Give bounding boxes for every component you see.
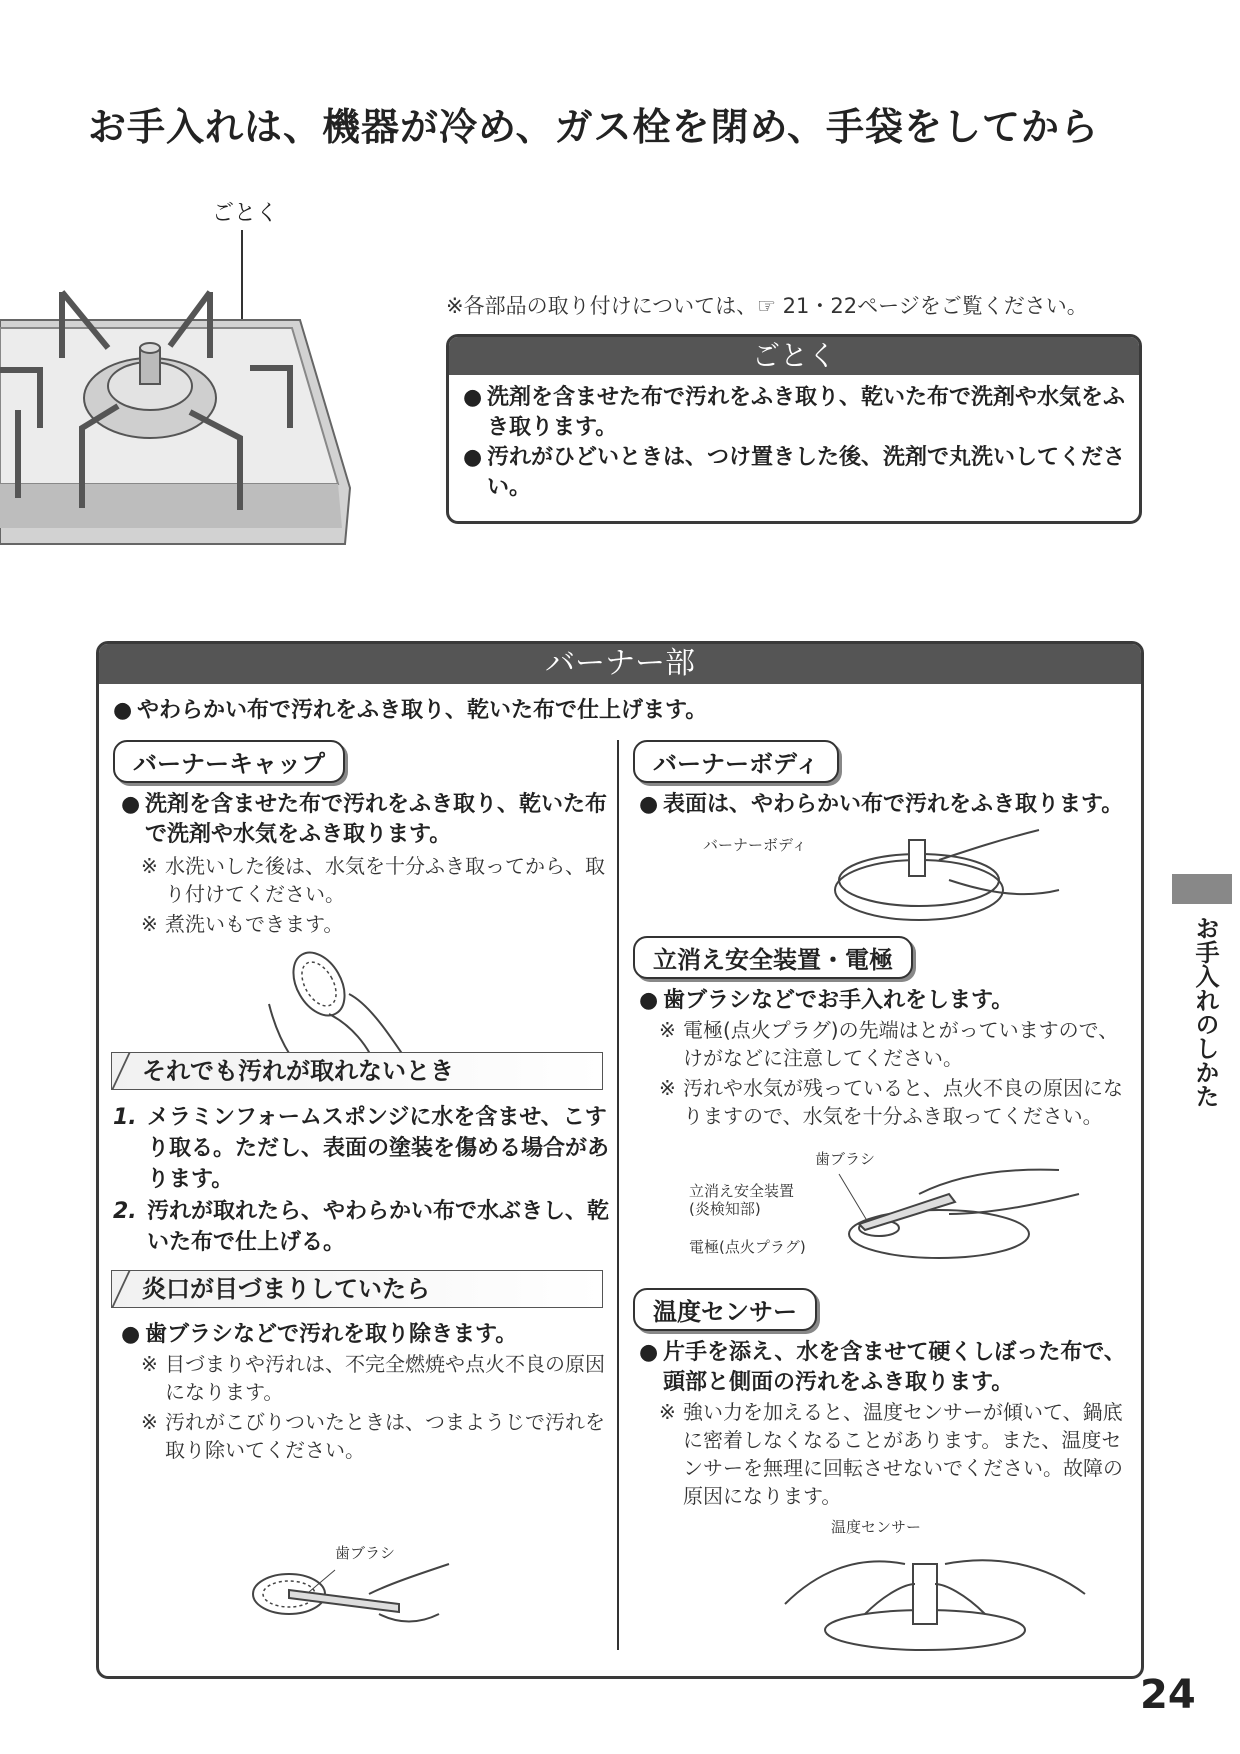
bullet-icon: ● <box>639 1340 659 1365</box>
safety-note: ※ 汚れや水気が残っていると、点火不良の原因になりますので、水気を十分ふき取ってください。 <box>659 1076 1123 1128</box>
burner-body-heading: バーナーボディ <box>633 740 839 783</box>
toothbrush-illustration <box>249 1544 469 1644</box>
toothbrush-label: 歯ブラシ <box>335 1544 396 1562</box>
gotoku-list <box>463 383 1125 503</box>
temp-sensor-illustration <box>775 1534 1095 1654</box>
safety-brush-label: 歯ブラシ <box>815 1150 876 1168</box>
bullet-icon: ● <box>121 1322 141 1347</box>
temp-sensor-bullet: ● 片手を添え、水を含ませて硬くしぼった布で、頭部と側面の汚れをふき取ります。 <box>639 1340 1126 1395</box>
burner-cap-note: ※ 煮洗いもできます。 <box>141 912 344 936</box>
bullet-icon: ● <box>639 792 659 817</box>
bullet-icon: ● <box>639 988 659 1013</box>
gotoku-box <box>446 334 1142 524</box>
safety-bullet: ● 歯ブラシなどでお手入れをします。 <box>639 986 1129 1016</box>
clogged-note: ※ 目づまりや汚れは、不完全燃焼や点火不良の原因になります。 <box>141 1352 605 1404</box>
burner-cap-bullet: ● 洗剤を含ませた布で汚れをふき取り、乾いた布で洗剤や水気をふき取ります。 <box>121 792 608 847</box>
list-item: ● 汚れがひどいときは、つけ置きした後、洗剤で丸洗いしてください。 <box>463 443 1125 503</box>
reference-note: ※各部品の取り付けについては、☞ 21・22ページをご覧ください。 <box>446 294 1088 318</box>
page-number: 24 <box>1140 1672 1196 1718</box>
temp-sensor-label: 温度センサー <box>831 1518 922 1536</box>
stove-grate-illustration <box>0 228 370 568</box>
stubborn-step: 2. 汚れが取れたら、やわらかい布で水ぶきし、乾いた布で仕上げる。 <box>113 1199 610 1255</box>
burner-cap-heading: バーナーキャップ <box>113 740 345 783</box>
clogged-bullet: ● 歯ブラシなどで汚れを取り除きます。 <box>121 1320 607 1350</box>
burner-box <box>96 641 1144 1679</box>
stubborn-step: 1. メラミンフォームスポンジに水を含ませ、こすり取る。ただし、表面の塗装を傷める場合があります。 <box>113 1105 610 1192</box>
section-label: お手入れのしかた <box>1191 916 1220 1108</box>
safety-device-sublabel: (炎検知部) <box>689 1200 761 1218</box>
bullet-icon: ● <box>113 698 133 723</box>
safety-device-label: 立消え安全装置 <box>689 1182 795 1200</box>
gotoku-box-title: ごとく <box>449 337 1139 375</box>
safety-note: ※ 電極(点火プラグ)の先端はとがっていますので、けがなどに注意してください。 <box>659 1018 1119 1070</box>
column-divider <box>617 740 619 1650</box>
burner-box-title: バーナー部 <box>99 644 1141 684</box>
bullet-icon: ● <box>121 792 141 817</box>
gotoku-caption: ごとく <box>212 201 279 226</box>
page-title: お手入れは、機器が冷め、ガス栓を閉め、手袋をしてから <box>88 104 1099 149</box>
burner-intro: ● やわらかい布で汚れをふき取り、乾いた布で仕上げます。 <box>113 696 1113 726</box>
safety-device-heading: 立消え安全装置・電極 <box>633 936 913 979</box>
stubborn-dirt-heading: それでも汚れが取れないとき <box>111 1052 603 1090</box>
section-tab <box>1172 874 1232 904</box>
clogged-port-heading: 炎口が目づまりしていたら <box>111 1270 603 1308</box>
burner-body-illustration <box>829 820 1089 930</box>
list-item: ● 洗剤を含ませた布で汚れをふき取り、乾いた布で洗剤や水気をふき取ります。 <box>463 383 1125 443</box>
temp-sensor-heading: 温度センサー <box>633 1288 817 1331</box>
safety-device-illustration <box>819 1164 1109 1264</box>
electrode-label: 電極(点火プラグ) <box>689 1238 806 1256</box>
burner-body-bullet: ● 表面は、やわらかい布で汚れをふき取ります。 <box>639 790 1129 820</box>
burner-body-label: バーナーボディ <box>703 836 807 854</box>
temp-sensor-note: ※ 強い力を加えると、温度センサーが傾いて、鍋底に密着しなくなることがあります。また、温度センサーを無理に回転させないでください。故障の原因になります。 <box>659 1400 1123 1508</box>
clogged-note: ※ 汚れがこびりついたときは、つまようじで汚れを取り除いてください。 <box>141 1410 605 1462</box>
burner-cap-note: ※ 水洗いした後は、水気を十分ふき取ってから、取り付けてください。 <box>141 854 605 906</box>
